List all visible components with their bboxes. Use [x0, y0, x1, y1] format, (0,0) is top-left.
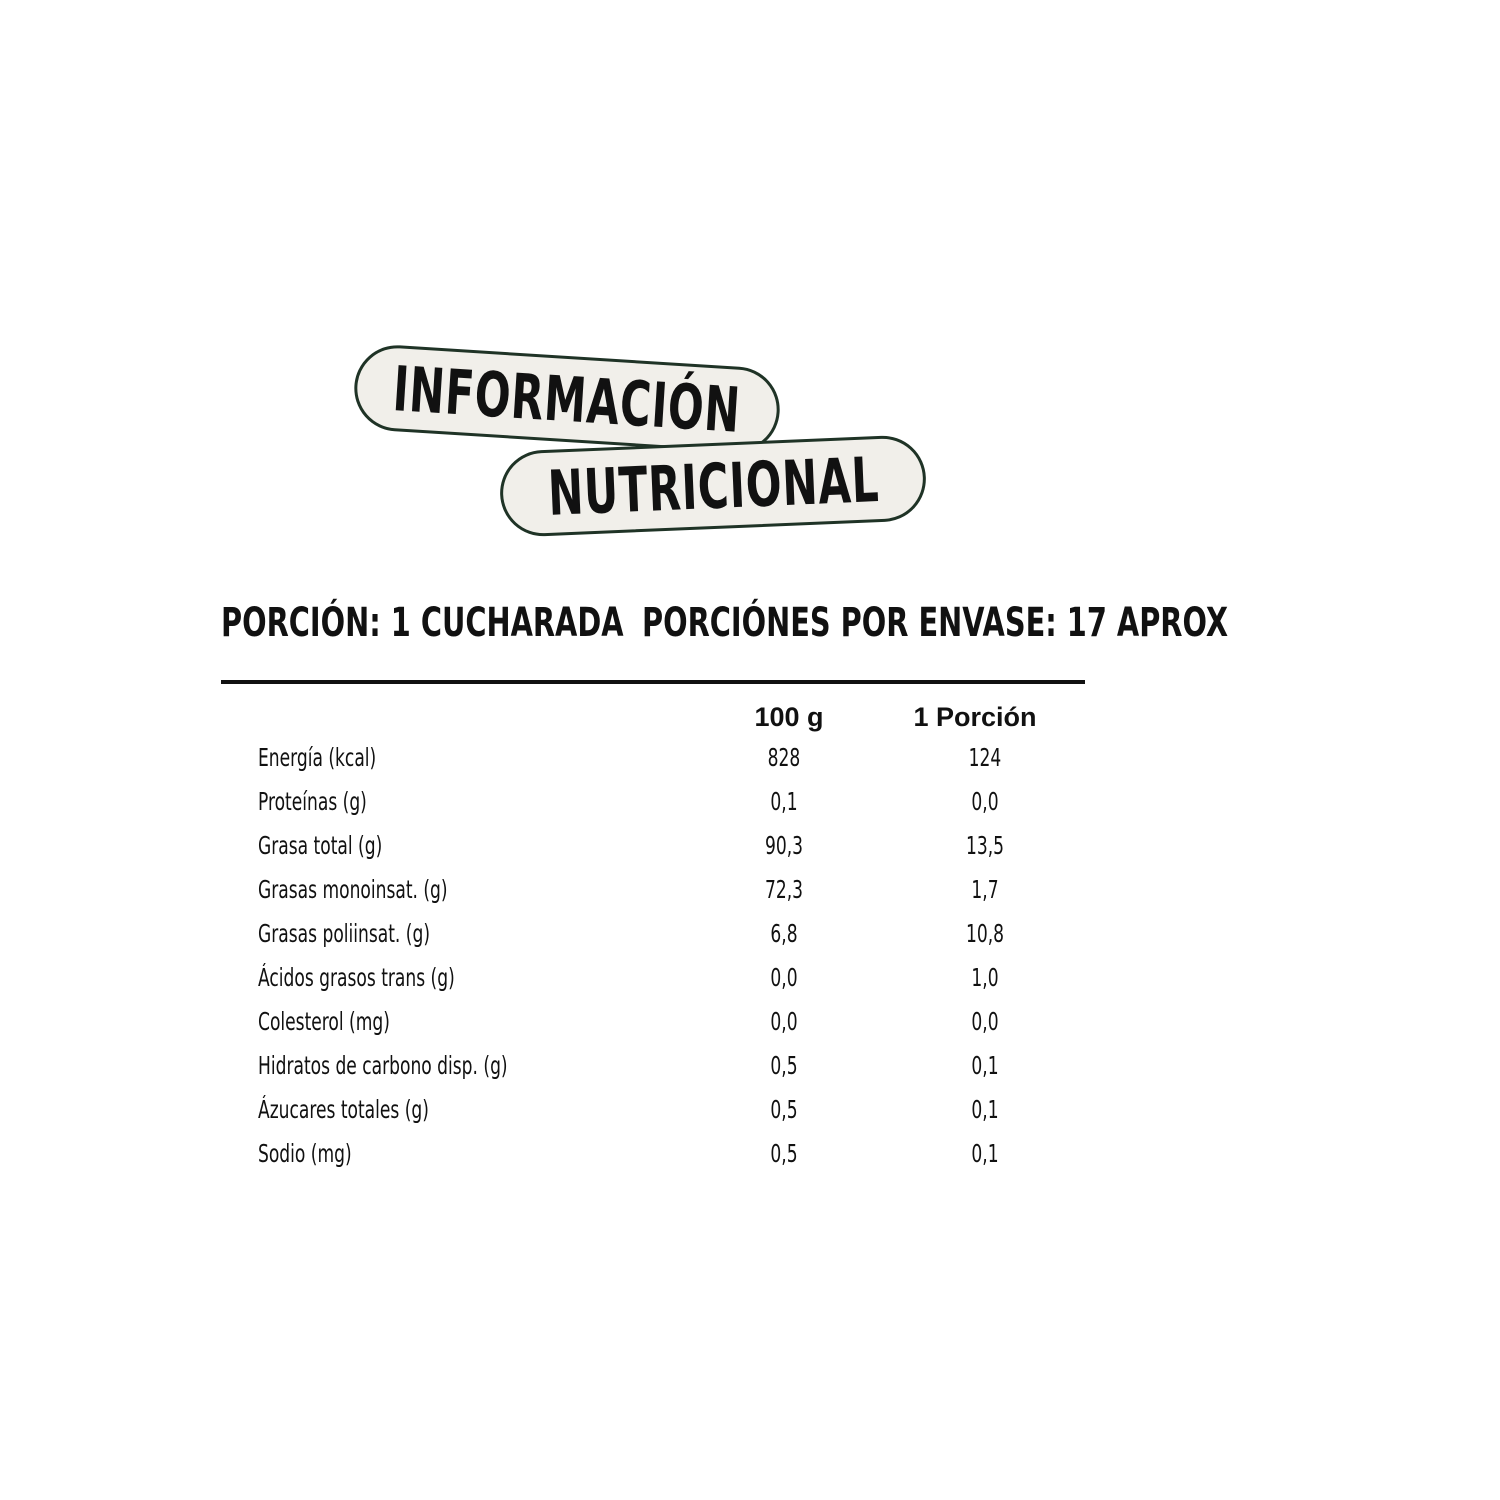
value-per-100g: 0,1	[770, 787, 798, 816]
nutrient-label: Ácidos grasos trans (g)	[258, 963, 455, 992]
nutrient-label: Grasas monoinsat. (g)	[258, 875, 448, 904]
column-header-100g: 100 g	[754, 702, 824, 732]
nutrient-label: Ázucares totales (g)	[258, 1095, 429, 1124]
column-header-portion: 1 Porción	[913, 702, 1037, 732]
table-row	[258, 870, 1038, 910]
title-line-1: INFORMACIÓN	[391, 351, 743, 447]
nutrient-label: Colesterol (mg)	[258, 1007, 390, 1036]
title-pill-nutricional	[498, 434, 927, 538]
value-per-portion: 0,0	[971, 1007, 999, 1036]
nutrient-label: Hidratos de carbono disp. (g)	[258, 1051, 508, 1080]
table-row	[258, 738, 1038, 778]
nutrient-label: Proteínas (g)	[258, 787, 367, 816]
value-per-100g: 0,0	[770, 963, 798, 992]
value-per-100g: 0,5	[770, 1139, 798, 1168]
table-row	[258, 914, 1038, 954]
title-line-2: NUTRICIONAL	[546, 442, 880, 530]
table-row	[258, 1134, 1038, 1174]
table-row	[258, 1002, 1038, 1042]
nutrient-label: Grasas poliinsat. (g)	[258, 919, 430, 948]
servings-per-container: PORCIÓNES POR ENVASE: 17 APROX	[642, 600, 1229, 646]
table-row	[258, 1046, 1038, 1086]
nutrient-label: Energía (kcal)	[258, 743, 377, 772]
value-per-100g: 90,3	[764, 831, 804, 860]
value-per-100g: 0,5	[770, 1051, 798, 1080]
value-per-100g: 6,8	[770, 919, 798, 948]
value-per-portion: 0,1	[971, 1051, 999, 1080]
divider-rule	[221, 680, 1085, 684]
value-per-100g: 0,0	[770, 1007, 798, 1036]
title-pill-informacion	[352, 343, 783, 456]
serving-size: PORCIÓN: 1 CUCHARADA	[221, 600, 624, 646]
value-per-portion: 1,0	[971, 963, 999, 992]
value-per-portion: 0,1	[971, 1095, 999, 1124]
value-per-100g: 0,5	[770, 1095, 798, 1124]
value-per-portion: 13,5	[965, 831, 1005, 860]
value-per-portion: 1,7	[971, 875, 999, 904]
table-row	[258, 782, 1038, 822]
value-per-100g: 72,3	[764, 875, 804, 904]
nutrient-label: Grasa total (g)	[258, 831, 383, 860]
value-per-portion: 124	[968, 743, 1002, 772]
table-row	[258, 958, 1038, 998]
value-per-portion: 10,8	[965, 919, 1005, 948]
table-row	[258, 1090, 1038, 1130]
value-per-portion: 0,0	[971, 787, 999, 816]
value-per-100g: 828	[767, 743, 801, 772]
nutrient-label: Sodio (mg)	[258, 1139, 352, 1168]
table-row	[258, 826, 1038, 866]
value-per-portion: 0,1	[971, 1139, 999, 1168]
